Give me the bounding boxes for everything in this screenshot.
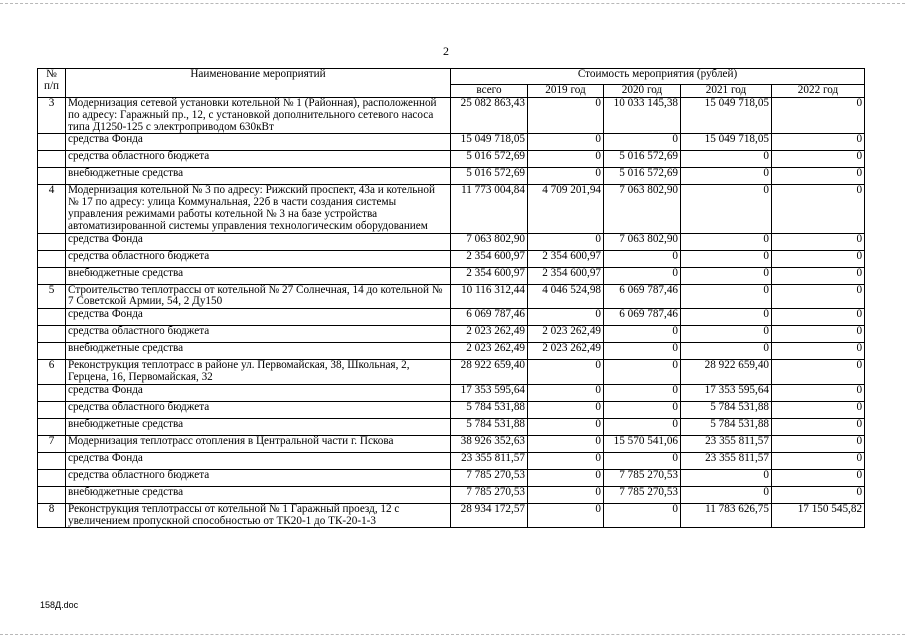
cell-2021: 0 — [681, 185, 772, 233]
cell-2021: 0 — [681, 326, 772, 343]
table-row-measure — [38, 435, 865, 452]
cell-2019: 4 046 524,98 — [528, 284, 604, 309]
cell-2020: 6 069 787,46 — [604, 284, 681, 309]
row-name: средства областного бюджета — [66, 401, 451, 418]
row-name: средства Фонда — [66, 309, 451, 326]
row-number — [38, 168, 66, 185]
row-number: 6 — [38, 360, 66, 385]
cell-2019: 0 — [528, 486, 604, 503]
cell-total: 5 016 572,69 — [451, 168, 528, 185]
row-number — [38, 452, 66, 469]
row-name: Модернизация сетевой установки котельной № 1 (Районная), расположенной по адресу: Гаражный пр., 12, с установкой дополнительного сетевого насоса типа Д1250-125 с электроприводом 630кВт — [66, 98, 451, 134]
cell-total: 28 934 172,57 — [451, 503, 528, 528]
cell-total: 6 069 787,46 — [451, 309, 528, 326]
cell-2022: 0 — [772, 309, 865, 326]
cell-total: 10 116 312,44 — [451, 284, 528, 309]
cell-2020: 0 — [604, 326, 681, 343]
row-name: Модернизация котельной № 3 по адресу: Рижский проспект, 43а и котельной № 17 по адресу: улица Коммунальная, 22б в части создания системы управления режимами работы котельной № 3 на базе устройства автоматизированной системы управления технологическим оборудованием — [66, 185, 451, 233]
row-name: внебюджетные средства — [66, 418, 451, 435]
header-num-line2: п/п — [43, 79, 60, 92]
row-name: Реконструкция теплотрассы от котельной № 1 Гаражный проезд, 12 с увеличением пропускной способностью от ТК20-1 до ТК-20-1-3 — [66, 503, 451, 528]
scan-edge-bottom — [0, 634, 905, 635]
header-col-2021: 2021 год — [681, 85, 772, 98]
cell-2022: 17 150 545,82 — [772, 503, 865, 528]
table-row-funding — [38, 267, 865, 284]
cell-2020: 0 — [604, 343, 681, 360]
cell-2019: 0 — [528, 418, 604, 435]
cell-2019: 0 — [528, 360, 604, 385]
row-name: внебюджетные средства — [66, 168, 451, 185]
header-col-total: всего — [451, 85, 528, 98]
cell-2022: 0 — [772, 326, 865, 343]
row-name: средства областного бюджета — [66, 469, 451, 486]
cell-2020: 7 063 802,90 — [604, 233, 681, 250]
row-number — [38, 343, 66, 360]
cell-2019: 2 023 262,49 — [528, 343, 604, 360]
cell-total: 28 922 659,40 — [451, 360, 528, 385]
cell-2022: 0 — [772, 435, 865, 452]
cell-2021: 0 — [681, 309, 772, 326]
cell-total: 2 354 600,97 — [451, 250, 528, 267]
cell-2019: 0 — [528, 168, 604, 185]
header-num-cell — [38, 69, 66, 98]
row-number: 7 — [38, 435, 66, 452]
header-cost-group: Стоимость мероприятия (рублей) — [451, 69, 865, 85]
cell-2020: 0 — [604, 452, 681, 469]
cell-total: 7 063 802,90 — [451, 233, 528, 250]
row-name: внебюджетные средства — [66, 486, 451, 503]
row-number — [38, 309, 66, 326]
cell-total: 25 082 863,43 — [451, 98, 528, 134]
cell-2019: 2 354 600,97 — [528, 267, 604, 284]
cell-total: 5 784 531,88 — [451, 418, 528, 435]
row-number — [38, 250, 66, 267]
cell-2019: 0 — [528, 452, 604, 469]
table-row-funding — [38, 151, 865, 168]
cell-2022: 0 — [772, 168, 865, 185]
cell-2021: 0 — [681, 233, 772, 250]
cell-2021: 5 784 531,88 — [681, 418, 772, 435]
cell-2020: 15 570 541,06 — [604, 435, 681, 452]
cell-2019: 0 — [528, 469, 604, 486]
cell-2020: 6 069 787,46 — [604, 309, 681, 326]
cell-2022: 0 — [772, 452, 865, 469]
cell-2020: 7 785 270,53 — [604, 486, 681, 503]
table-row-funding — [38, 418, 865, 435]
cell-2022: 0 — [772, 384, 865, 401]
cell-2020: 0 — [604, 503, 681, 528]
cell-2022: 0 — [772, 343, 865, 360]
cell-2019: 0 — [528, 503, 604, 528]
cell-2021: 11 783 626,75 — [681, 503, 772, 528]
cell-2022: 0 — [772, 233, 865, 250]
cell-2021: 5 784 531,88 — [681, 401, 772, 418]
cell-2022: 0 — [772, 185, 865, 233]
row-number: 8 — [38, 503, 66, 528]
row-number — [38, 401, 66, 418]
header-name: Наименование мероприятий — [66, 69, 451, 98]
cell-2019: 0 — [528, 401, 604, 418]
row-name: средства областного бюджета — [66, 326, 451, 343]
table-row-funding — [38, 134, 865, 151]
row-name: внебюджетные средства — [66, 267, 451, 284]
cell-2019: 2 023 262,49 — [528, 326, 604, 343]
cell-2019: 0 — [528, 134, 604, 151]
header-col-2019: 2019 год — [528, 85, 604, 98]
table-row-funding — [38, 343, 865, 360]
cell-2021: 0 — [681, 469, 772, 486]
cell-2022: 0 — [772, 469, 865, 486]
cell-total: 15 049 718,05 — [451, 134, 528, 151]
cell-2019: 0 — [528, 98, 604, 134]
header-num-line1: № — [46, 68, 57, 80]
row-number: 3 — [38, 98, 66, 134]
cell-2022: 0 — [772, 284, 865, 309]
table-header-row — [38, 69, 865, 85]
cell-2020: 7 785 270,53 — [604, 469, 681, 486]
cell-2022: 0 — [772, 250, 865, 267]
cell-total: 5 016 572,69 — [451, 151, 528, 168]
cell-2019: 4 709 201,94 — [528, 185, 604, 233]
row-number — [38, 267, 66, 284]
cell-2020: 0 — [604, 267, 681, 284]
cell-total: 2 023 262,49 — [451, 343, 528, 360]
row-name: Строительство теплотрассы от котельной № 27 Солнечная, 14 до котельной № 7 Советской Армии, 54, 2 Ду150 — [66, 284, 451, 309]
row-number — [38, 233, 66, 250]
cell-2019: 0 — [528, 435, 604, 452]
cell-2019: 0 — [528, 151, 604, 168]
row-number: 5 — [38, 284, 66, 309]
cell-total: 7 785 270,53 — [451, 486, 528, 503]
row-number — [38, 326, 66, 343]
cell-2019: 0 — [528, 309, 604, 326]
table-row-measure — [38, 98, 865, 134]
cell-2020: 5 016 572,69 — [604, 151, 681, 168]
row-number — [38, 151, 66, 168]
cell-2022: 0 — [772, 134, 865, 151]
row-name: средства областного бюджета — [66, 151, 451, 168]
cell-2020: 10 033 145,38 — [604, 98, 681, 134]
cell-total: 2 354 600,97 — [451, 267, 528, 284]
cell-2021: 0 — [681, 343, 772, 360]
cell-2022: 0 — [772, 360, 865, 385]
cell-2021: 0 — [681, 151, 772, 168]
cell-2020: 0 — [604, 384, 681, 401]
table-row-funding — [38, 326, 865, 343]
header-col-2022: 2022 год — [772, 85, 865, 98]
table-row-funding — [38, 469, 865, 486]
cell-2020: 0 — [604, 134, 681, 151]
row-name: Модернизация теплотрасс отопления в Центральной части г. Пскова — [66, 435, 451, 452]
cell-2021: 28 922 659,40 — [681, 360, 772, 385]
cell-2022: 0 — [772, 151, 865, 168]
cell-2019: 2 354 600,97 — [528, 250, 604, 267]
cell-2020: 0 — [604, 250, 681, 267]
cell-total: 23 355 811,57 — [451, 452, 528, 469]
page-number: 2 — [443, 44, 449, 58]
cell-2021: 15 049 718,05 — [681, 98, 772, 134]
row-name: внебюджетные средства — [66, 343, 451, 360]
row-number — [38, 418, 66, 435]
cell-total: 2 023 262,49 — [451, 326, 528, 343]
table-row-funding — [38, 452, 865, 469]
cell-2022: 0 — [772, 401, 865, 418]
cell-2021: 23 355 811,57 — [681, 435, 772, 452]
table-row-funding — [38, 309, 865, 326]
cell-2019: 0 — [528, 384, 604, 401]
cell-2020: 5 016 572,69 — [604, 168, 681, 185]
cell-2022: 0 — [772, 98, 865, 134]
cell-2021: 0 — [681, 267, 772, 284]
footer-filename: 158Д.doc — [40, 600, 79, 610]
table-row-funding — [38, 384, 865, 401]
table-row-measure — [38, 185, 865, 233]
cell-total: 7 785 270,53 — [451, 469, 528, 486]
row-number — [38, 486, 66, 503]
row-name: средства Фонда — [66, 452, 451, 469]
cell-2022: 0 — [772, 486, 865, 503]
row-name: средства областного бюджета — [66, 250, 451, 267]
cell-2020: 0 — [604, 401, 681, 418]
table-row-funding — [38, 401, 865, 418]
table-row-measure — [38, 503, 865, 528]
table-row-measure — [38, 360, 865, 385]
cost-table — [37, 68, 865, 528]
cell-total: 11 773 004,84 — [451, 185, 528, 233]
table-row-funding — [38, 168, 865, 185]
cell-2021: 0 — [681, 250, 772, 267]
row-number: 4 — [38, 185, 66, 233]
cell-2022: 0 — [772, 267, 865, 284]
table-row-funding — [38, 250, 865, 267]
cell-2021: 0 — [681, 284, 772, 309]
cell-total: 38 926 352,63 — [451, 435, 528, 452]
cell-2021: 15 049 718,05 — [681, 134, 772, 151]
row-name: Реконструкция теплотрасс в районе ул. Первомайская, 38, Школьная, 2, Герцена, 16, Первомайская, 32 — [66, 360, 451, 385]
table-row-funding — [38, 233, 865, 250]
row-name: средства Фонда — [66, 384, 451, 401]
cell-total: 5 784 531,88 — [451, 401, 528, 418]
cell-2020: 0 — [604, 418, 681, 435]
table-body — [38, 98, 865, 528]
row-number — [38, 134, 66, 151]
cell-2021: 0 — [681, 486, 772, 503]
row-number — [38, 469, 66, 486]
scan-edge-top — [0, 3, 905, 4]
row-number — [38, 384, 66, 401]
cell-total: 17 353 595,64 — [451, 384, 528, 401]
cell-2021: 23 355 811,57 — [681, 452, 772, 469]
row-name: средства Фонда — [66, 134, 451, 151]
row-name: средства Фонда — [66, 233, 451, 250]
cell-2021: 17 353 595,64 — [681, 384, 772, 401]
cell-2020: 7 063 802,90 — [604, 185, 681, 233]
cell-2020: 0 — [604, 360, 681, 385]
header-col-2020: 2020 год — [604, 85, 681, 98]
cell-2022: 0 — [772, 418, 865, 435]
table-row-funding — [38, 486, 865, 503]
table-row-measure — [38, 284, 865, 309]
cell-2019: 0 — [528, 233, 604, 250]
cell-2021: 0 — [681, 168, 772, 185]
